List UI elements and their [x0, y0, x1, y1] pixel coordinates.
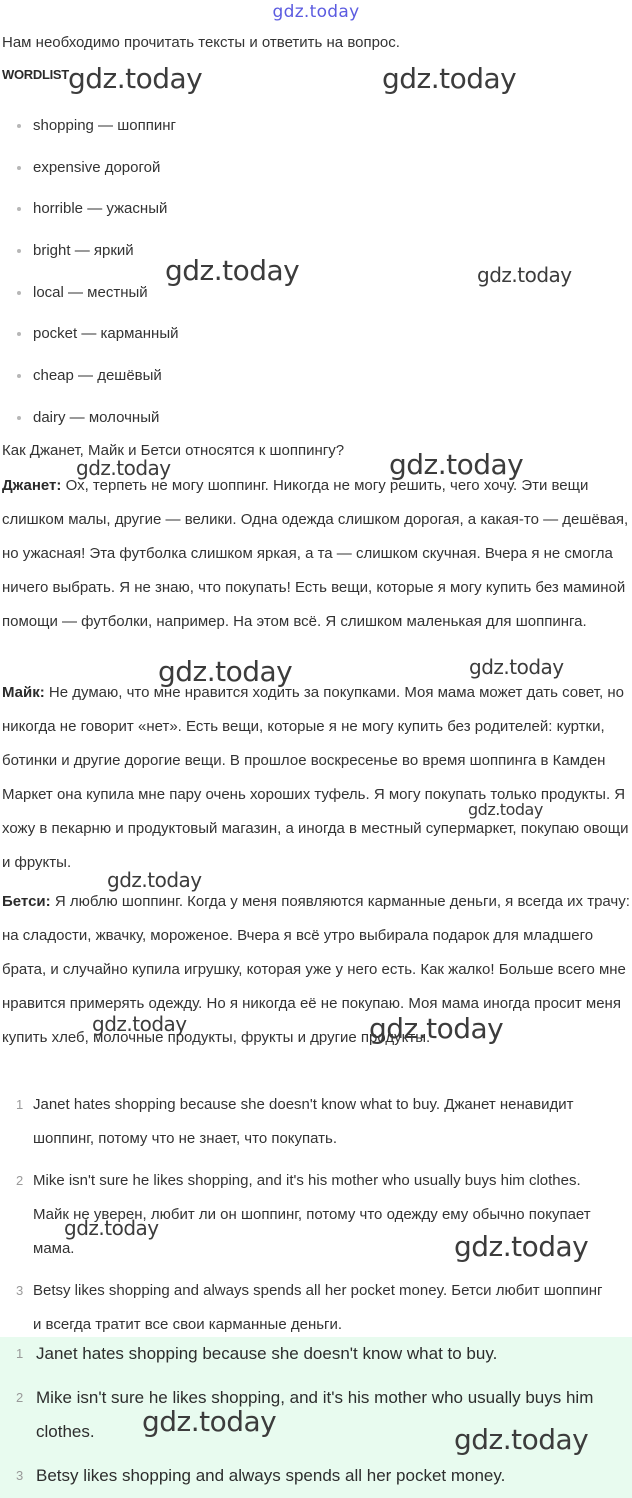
- watermark: gdz.today: [382, 62, 517, 95]
- speaker-betsy: Бетси: [2, 893, 46, 910]
- paragraph-betsy-text: Я люблю шоппинг. Когда у меня появляются карманные деньги, я всегда их трачу: на сладости, жвачку, мороженое. Вчера я всё утро выбирала подарок для младшего брата, и случайно купила игрушку, которая уже у него есть. Как жалко! Больше всего мне нравится примерять одежду. Но я никогда её не покупаю. Моя мама иногда просит меня купить хлеб, молочные продукты, фрукты и другие продукты.: [2, 893, 630, 1046]
- intro-text: Нам необходимо прочитать тексты и ответить на вопрос.: [2, 34, 400, 51]
- watermark: gdz.today: [64, 1216, 159, 1240]
- watermark: gdz.today: [165, 254, 300, 287]
- final-answer-text: Janet hates shopping because she doesn't know what to buy.: [36, 1344, 498, 1363]
- wordlist-item: shopping — шоппинг: [0, 105, 632, 147]
- watermark: gdz.today: [469, 655, 564, 679]
- watermark: gdz.today: [389, 448, 524, 481]
- answer-number: 3: [16, 1283, 24, 1298]
- final-answer-item: [0, 1381, 632, 1449]
- final-answer-box: [0, 1337, 632, 1498]
- paragraph-mike-text: Не думаю, что мне нравится ходить за покупками. Моя мама может дать совет, но никогда не говорит «нет». Есть вещи, которые я не могу купить без родителей: куртки, ботинки и другие дорогие вещи. В прошлое воскресенье во время шоппинга в Камден Маркет она купила мне пару очень хороших туфель. Я могу покупать только продукты. Я хожу в пекарню и продуктовый магазин, а иногда в местный супермаркет, покупаю овощи и фрукты.: [2, 684, 629, 871]
- final-answer-text: Mike isn't sure he likes shopping, and it's his mother who usually buys him clothes.: [36, 1388, 594, 1441]
- final-answer-item: [0, 1459, 632, 1493]
- answer-number: 2: [16, 1173, 24, 1188]
- final-answer-item: [0, 1337, 632, 1371]
- wordlist-item: local — местный: [0, 272, 632, 314]
- wordlist-item: bright — яркий: [0, 230, 632, 272]
- paragraph-mike: Майк: Не думаю, что мне нравится ходить за покупками. Моя мама может дать совет, но никогда не говорит «нет». Есть вещи, которые я не могу купить без родителей: куртки, ботинки и другие дорогие вещи. В прошлое воскресенье во время шоппинга в Камден Маркет она купила мне пару очень хороших туфель. Я могу покупать только продукты. Я хожу в пекарню и продуктовый магазин, а иногда в местный супермаркет, покупаю овощи и фрукты.: [2, 684, 629, 871]
- wordlist-item: pocket — карманный: [0, 313, 632, 355]
- final-answer-number: 3: [16, 1468, 24, 1483]
- watermark: gdz.today: [369, 1012, 504, 1045]
- answer-text: Betsy likes shopping and always spends all her pocket money. Бетси любит шоппинг и всегда тратит все свои карманные деньги.: [33, 1282, 603, 1333]
- site-logo[interactable]: gdz.today: [272, 2, 360, 22]
- wordlist-item: expensive дорогой: [0, 147, 632, 189]
- answer-number: 1: [16, 1097, 24, 1112]
- answer-text: Mike isn't sure he likes shopping, and it's his mother who usually buys him clothes. Майк не уверен, любит ли он шоппинг, потому что одежду ему обычно покупает мама.: [33, 1172, 591, 1257]
- watermark: gdz.today: [92, 1012, 187, 1036]
- watermark: gdz.today: [142, 1405, 277, 1438]
- paragraph-janet: Джанет: Ох, терпеть не могу шоппинг. Никогда не могу решить, чего хочу. Эти вещи слишком малы, другие — велики. Одна одежда слишком дорогая, а какая-то — дешёвая, но ужасная! Эта футболка слишком яркая, а та — слишком скучная. Вчера я не смогла ничего выбрать. Я не знаю, что покупать! Есть вещи, которые я могу купить без маминой помощи — футболки, например. На этом всё. Я слишком маленькая для шоппинга.: [2, 477, 629, 630]
- watermark: gdz.today: [454, 1230, 589, 1263]
- final-answer-text: Betsy likes shopping and always spends all her pocket money.: [36, 1466, 506, 1485]
- answer-text: Janet hates shopping because she doesn't know what to buy. Джанет ненавидит шоппинг, потому что не знает, что покупать.: [33, 1096, 574, 1147]
- wordlist-item: cheap — дешёвый: [0, 355, 632, 397]
- watermark: gdz.today: [454, 1423, 589, 1456]
- answer-item: [0, 1164, 632, 1266]
- watermark: gdz.today: [107, 868, 202, 892]
- paragraph-janet-text: Ох, терпеть не могу шоппинг. Никогда не могу решить, чего хочу. Эти вещи слишком малы, другие — велики. Одна одежда слишком дорогая, а какая-то — дешёвая, но ужасная! Эта футболка слишком яркая, а та — слишком скучная. Вчера я не смогла ничего выбрать. Я не знаю, что покупать! Есть вещи, которые я могу купить без маминой помощи — футболки, например. На этом всё. Я слишком маленькая для шоппинга.: [2, 477, 629, 630]
- watermark: gdz.today: [68, 62, 203, 95]
- watermark: gdz.today: [477, 263, 572, 287]
- watermark: gdz.today: [468, 800, 543, 819]
- watermark: gdz.today: [158, 655, 293, 688]
- answers-list: [0, 1088, 632, 1342]
- paragraph-betsy: Бетси: Я люблю шоппинг. Когда у меня появляются карманные деньги, я всегда их трачу: на сладости, жвачку, мороженое. Вчера я всё утро выбирала подарок для младшего брата, и случайно купила игрушку, которая уже у него есть. Как жалко! Больше всего мне нравится примерять одежду. Но я никогда её не покупаю. Моя мама иногда просит меня купить хлеб, молочные продукты, фрукты и другие продукты.: [2, 893, 630, 1046]
- wordlist-item: horrible — ужасный: [0, 188, 632, 230]
- watermark: gdz.today: [76, 456, 171, 480]
- answer-item: [0, 1088, 632, 1156]
- speaker-janet: Джанет: [2, 477, 57, 494]
- final-answers-list: [0, 1337, 632, 1493]
- wordlist-item: dairy — молочный: [0, 397, 632, 439]
- wordlist-title: WORDLIST: [2, 67, 69, 82]
- final-answer-number: 1: [16, 1346, 24, 1361]
- final-answer-number: 2: [16, 1390, 24, 1405]
- wordlist: [0, 105, 632, 439]
- question-text: Как Джанет, Майк и Бетси относятся к шоппингу?: [2, 442, 345, 459]
- speaker-mike: Майк: [2, 684, 40, 701]
- answer-item: [0, 1274, 632, 1342]
